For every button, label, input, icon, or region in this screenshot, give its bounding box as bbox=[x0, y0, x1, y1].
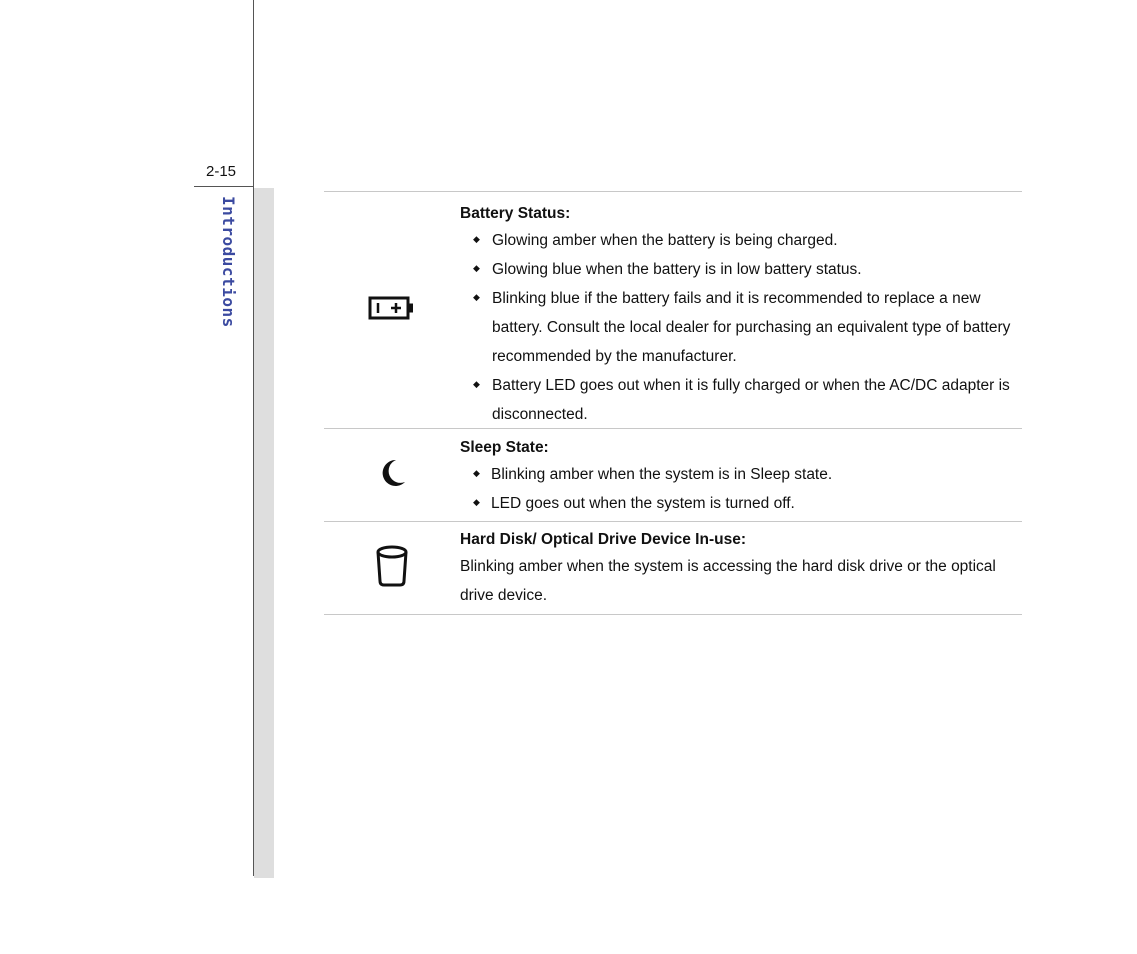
bullet-item: ◆ Battery LED goes out when it is fully charged or when the AC/DC adapter is disconnected. bbox=[460, 371, 1018, 429]
table-row-sleep-state bbox=[324, 429, 1022, 522]
icon-cell bbox=[324, 522, 456, 614]
bullet-item: ◆ Blinking amber when the system is in Sleep state. bbox=[460, 460, 1018, 489]
page-number-rule bbox=[194, 186, 254, 187]
hard-disk-icon bbox=[374, 544, 410, 593]
bullet-list bbox=[460, 226, 1018, 429]
bullet-item: ◆ Glowing blue when the battery is in low battery status. bbox=[460, 255, 1018, 284]
text-cell bbox=[456, 192, 1022, 428]
moon-icon bbox=[376, 457, 408, 494]
text-cell bbox=[456, 429, 1022, 521]
row-title: Sleep State: bbox=[460, 439, 549, 456]
bullet-list bbox=[460, 460, 1018, 518]
bullet-item: ◆ LED goes out when the system is turned off. bbox=[460, 489, 1018, 518]
text-cell bbox=[456, 522, 1022, 614]
table-row-battery-status bbox=[324, 192, 1022, 429]
row-title: Battery Status: bbox=[460, 205, 571, 222]
icon-cell bbox=[324, 192, 456, 428]
battery-icon bbox=[368, 295, 416, 326]
bullet-item: ◆ Glowing amber when the battery is being charged. bbox=[460, 226, 1018, 255]
led-indicator-table bbox=[324, 191, 1022, 615]
page-number: 2-15 bbox=[206, 163, 237, 180]
bullet-item: ◆ Blinking blue if the battery fails and it is recommended to replace a new battery. Consult the local dealer for purchasing an equivalent type of battery recommended by the manufacturer. bbox=[460, 284, 1018, 371]
row-description: Blinking amber when the system is accessing the hard disk drive or the optical drive device. bbox=[460, 558, 996, 604]
table-row-hard-disk bbox=[324, 522, 1022, 615]
icon-cell bbox=[324, 429, 456, 521]
section-tab: Introductions bbox=[219, 196, 238, 328]
margin-gray-band bbox=[254, 188, 274, 878]
row-title: Hard Disk/ Optical Drive Device In-use: bbox=[460, 531, 746, 548]
